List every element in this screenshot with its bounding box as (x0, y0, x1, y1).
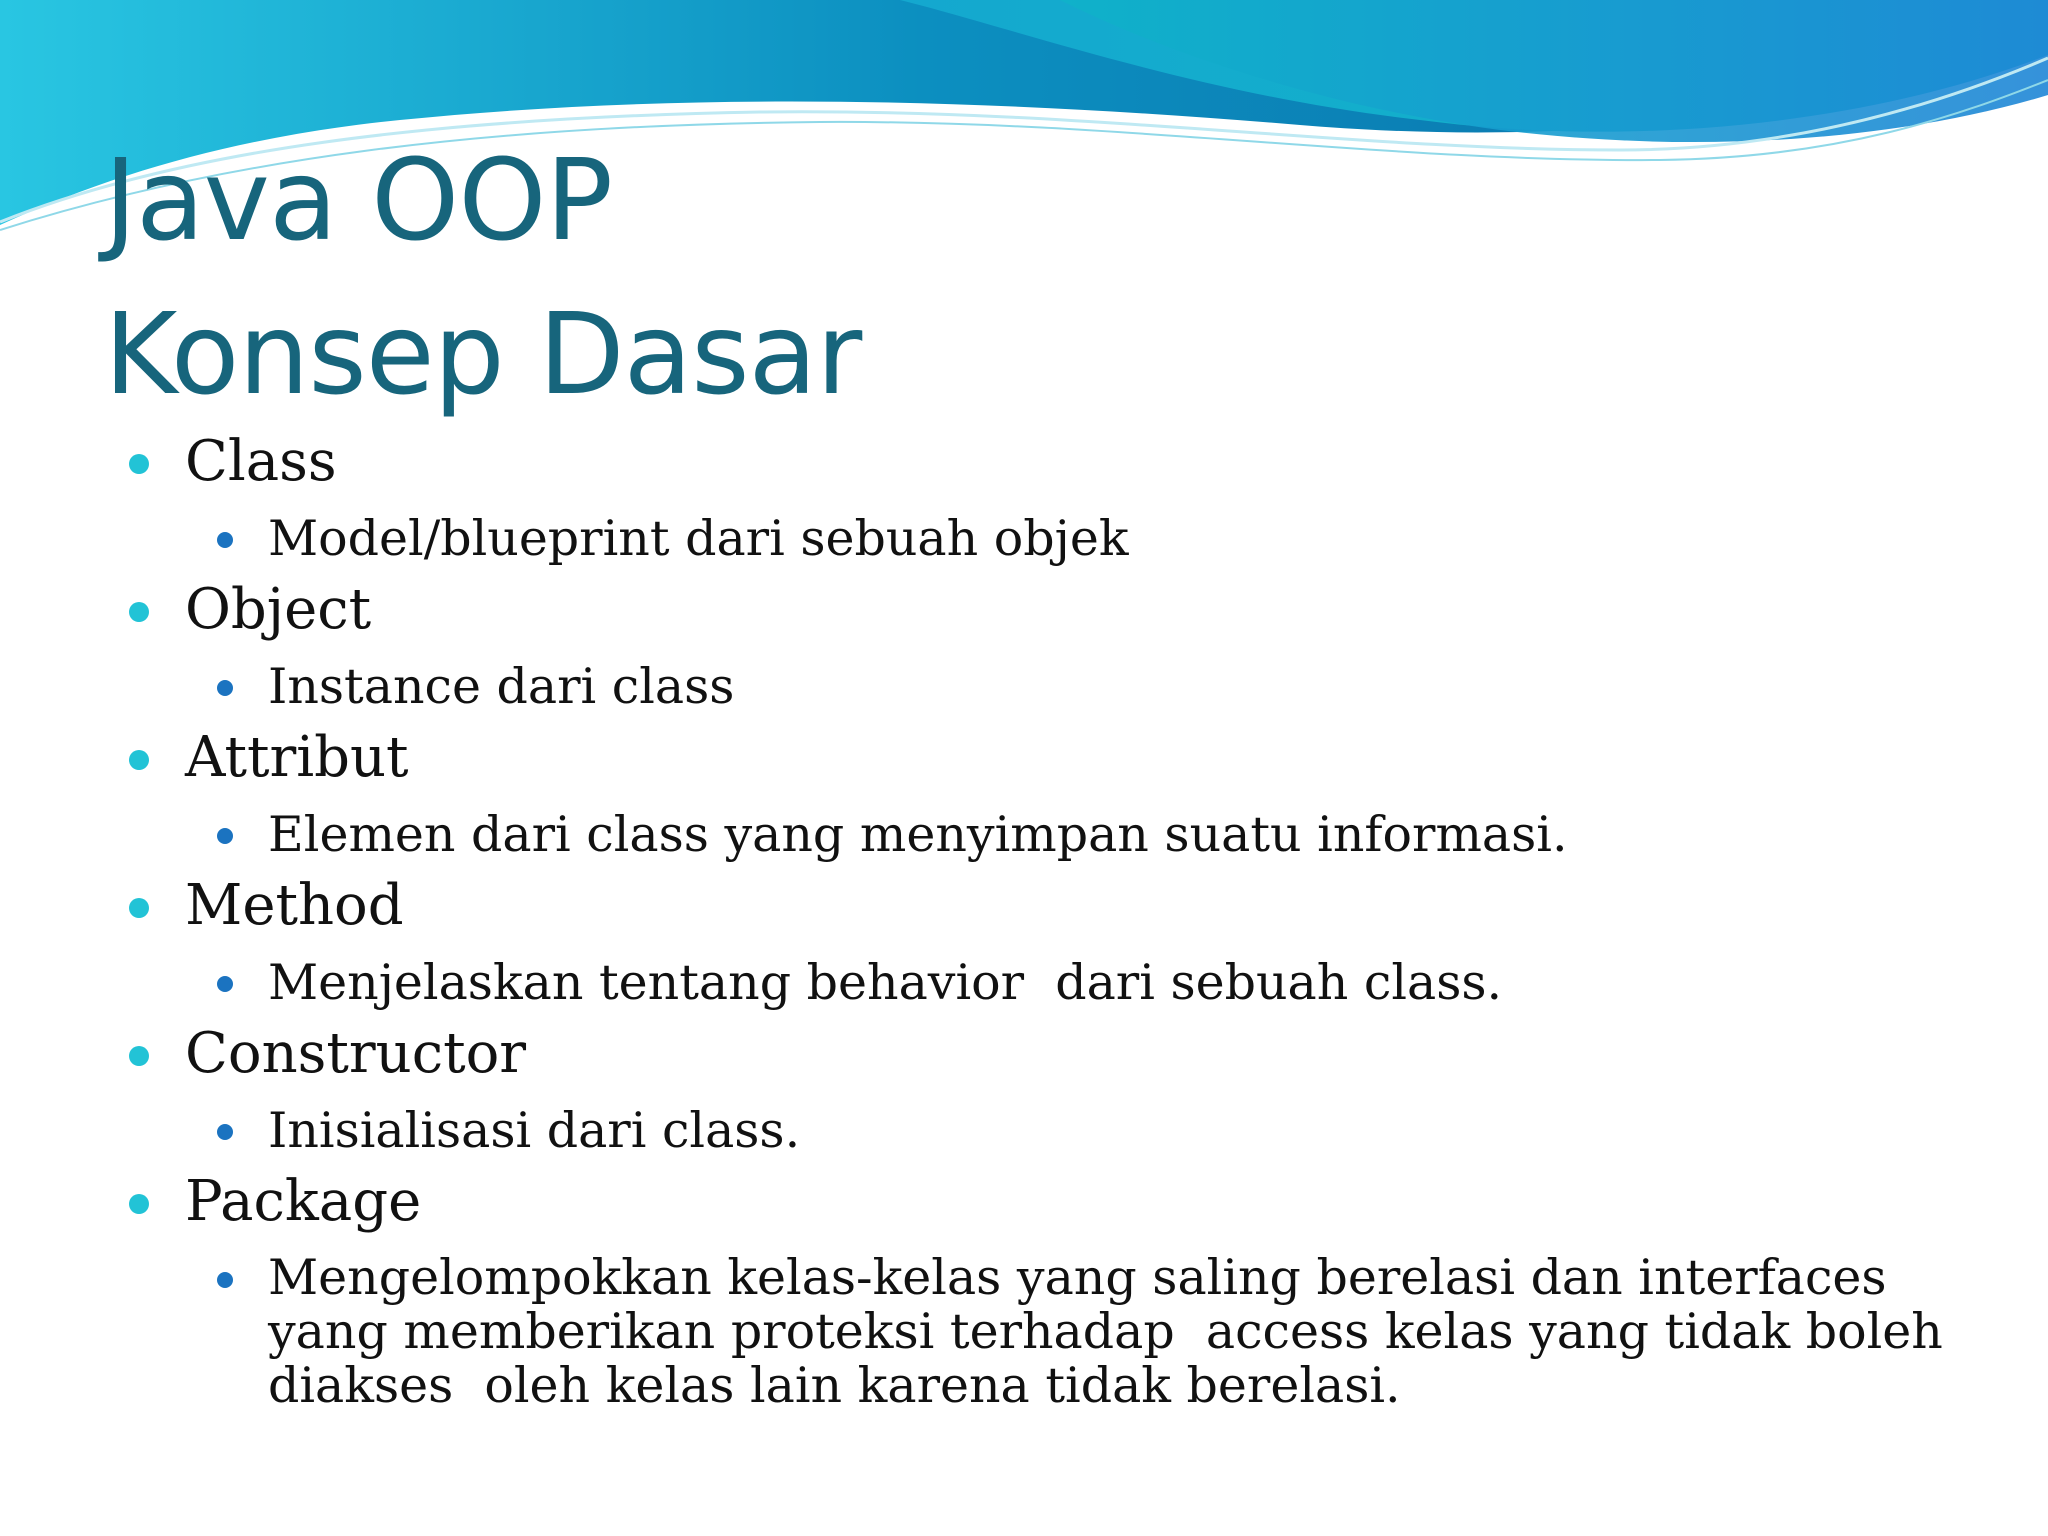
list-subitem (0, 807, 2048, 862)
title-line-1: Java OOP (104, 136, 613, 266)
bullet-dot-icon (217, 532, 233, 548)
slide-title (104, 124, 861, 432)
item-label: Constructor (185, 1021, 527, 1086)
bullet-dot-icon (129, 454, 149, 474)
bullet-list (0, 429, 2048, 1427)
item-label: Class (185, 429, 337, 494)
list-item-package (0, 1169, 2048, 1234)
item-description: Inisialisasi dari class. (268, 1102, 801, 1159)
bullet-dot-icon (217, 680, 233, 696)
title-line-2: Konsep Dasar (104, 290, 862, 420)
bullet-dot-icon (217, 1272, 233, 1288)
list-item-constructor (0, 1021, 2048, 1086)
list-subitem (0, 955, 2048, 1010)
list-subitem (0, 659, 2048, 714)
item-label: Package (185, 1169, 422, 1234)
item-description: Elemen dari class yang menyimpan suatu informasi. (268, 806, 1568, 863)
list-subitem (0, 511, 2048, 566)
bullet-dot-icon (129, 602, 149, 622)
bullet-dot-icon (217, 828, 233, 844)
item-label: Method (185, 873, 404, 938)
item-description: Mengelompokkan kelas-kelas yang saling berelasi dan interfaces yang memberikan proteksi terhadap access kelas yang tidak boleh diakses oleh kelas lain karena tidak berelasi. (268, 1249, 1959, 1414)
bullet-dot-icon (217, 1124, 233, 1140)
list-item-class (0, 429, 2048, 494)
bullet-dot-icon (129, 750, 149, 770)
list-subitem (0, 1103, 2048, 1158)
item-description: Instance dari class (268, 658, 735, 715)
bullet-dot-icon (217, 976, 233, 992)
list-item-method (0, 873, 2048, 938)
item-description: Menjelaskan tentang behavior dari sebuah class. (268, 954, 1503, 1011)
item-label: Attribut (185, 725, 409, 790)
list-subitem (0, 1251, 2048, 1413)
list-item-object (0, 577, 2048, 642)
bullet-dot-icon (129, 1194, 149, 1214)
list-item-attribut (0, 725, 2048, 790)
bullet-dot-icon (129, 1046, 149, 1066)
item-label: Object (185, 577, 372, 642)
bullet-dot-icon (129, 898, 149, 918)
item-description: Model/blueprint dari sebuah objek (268, 510, 1129, 567)
